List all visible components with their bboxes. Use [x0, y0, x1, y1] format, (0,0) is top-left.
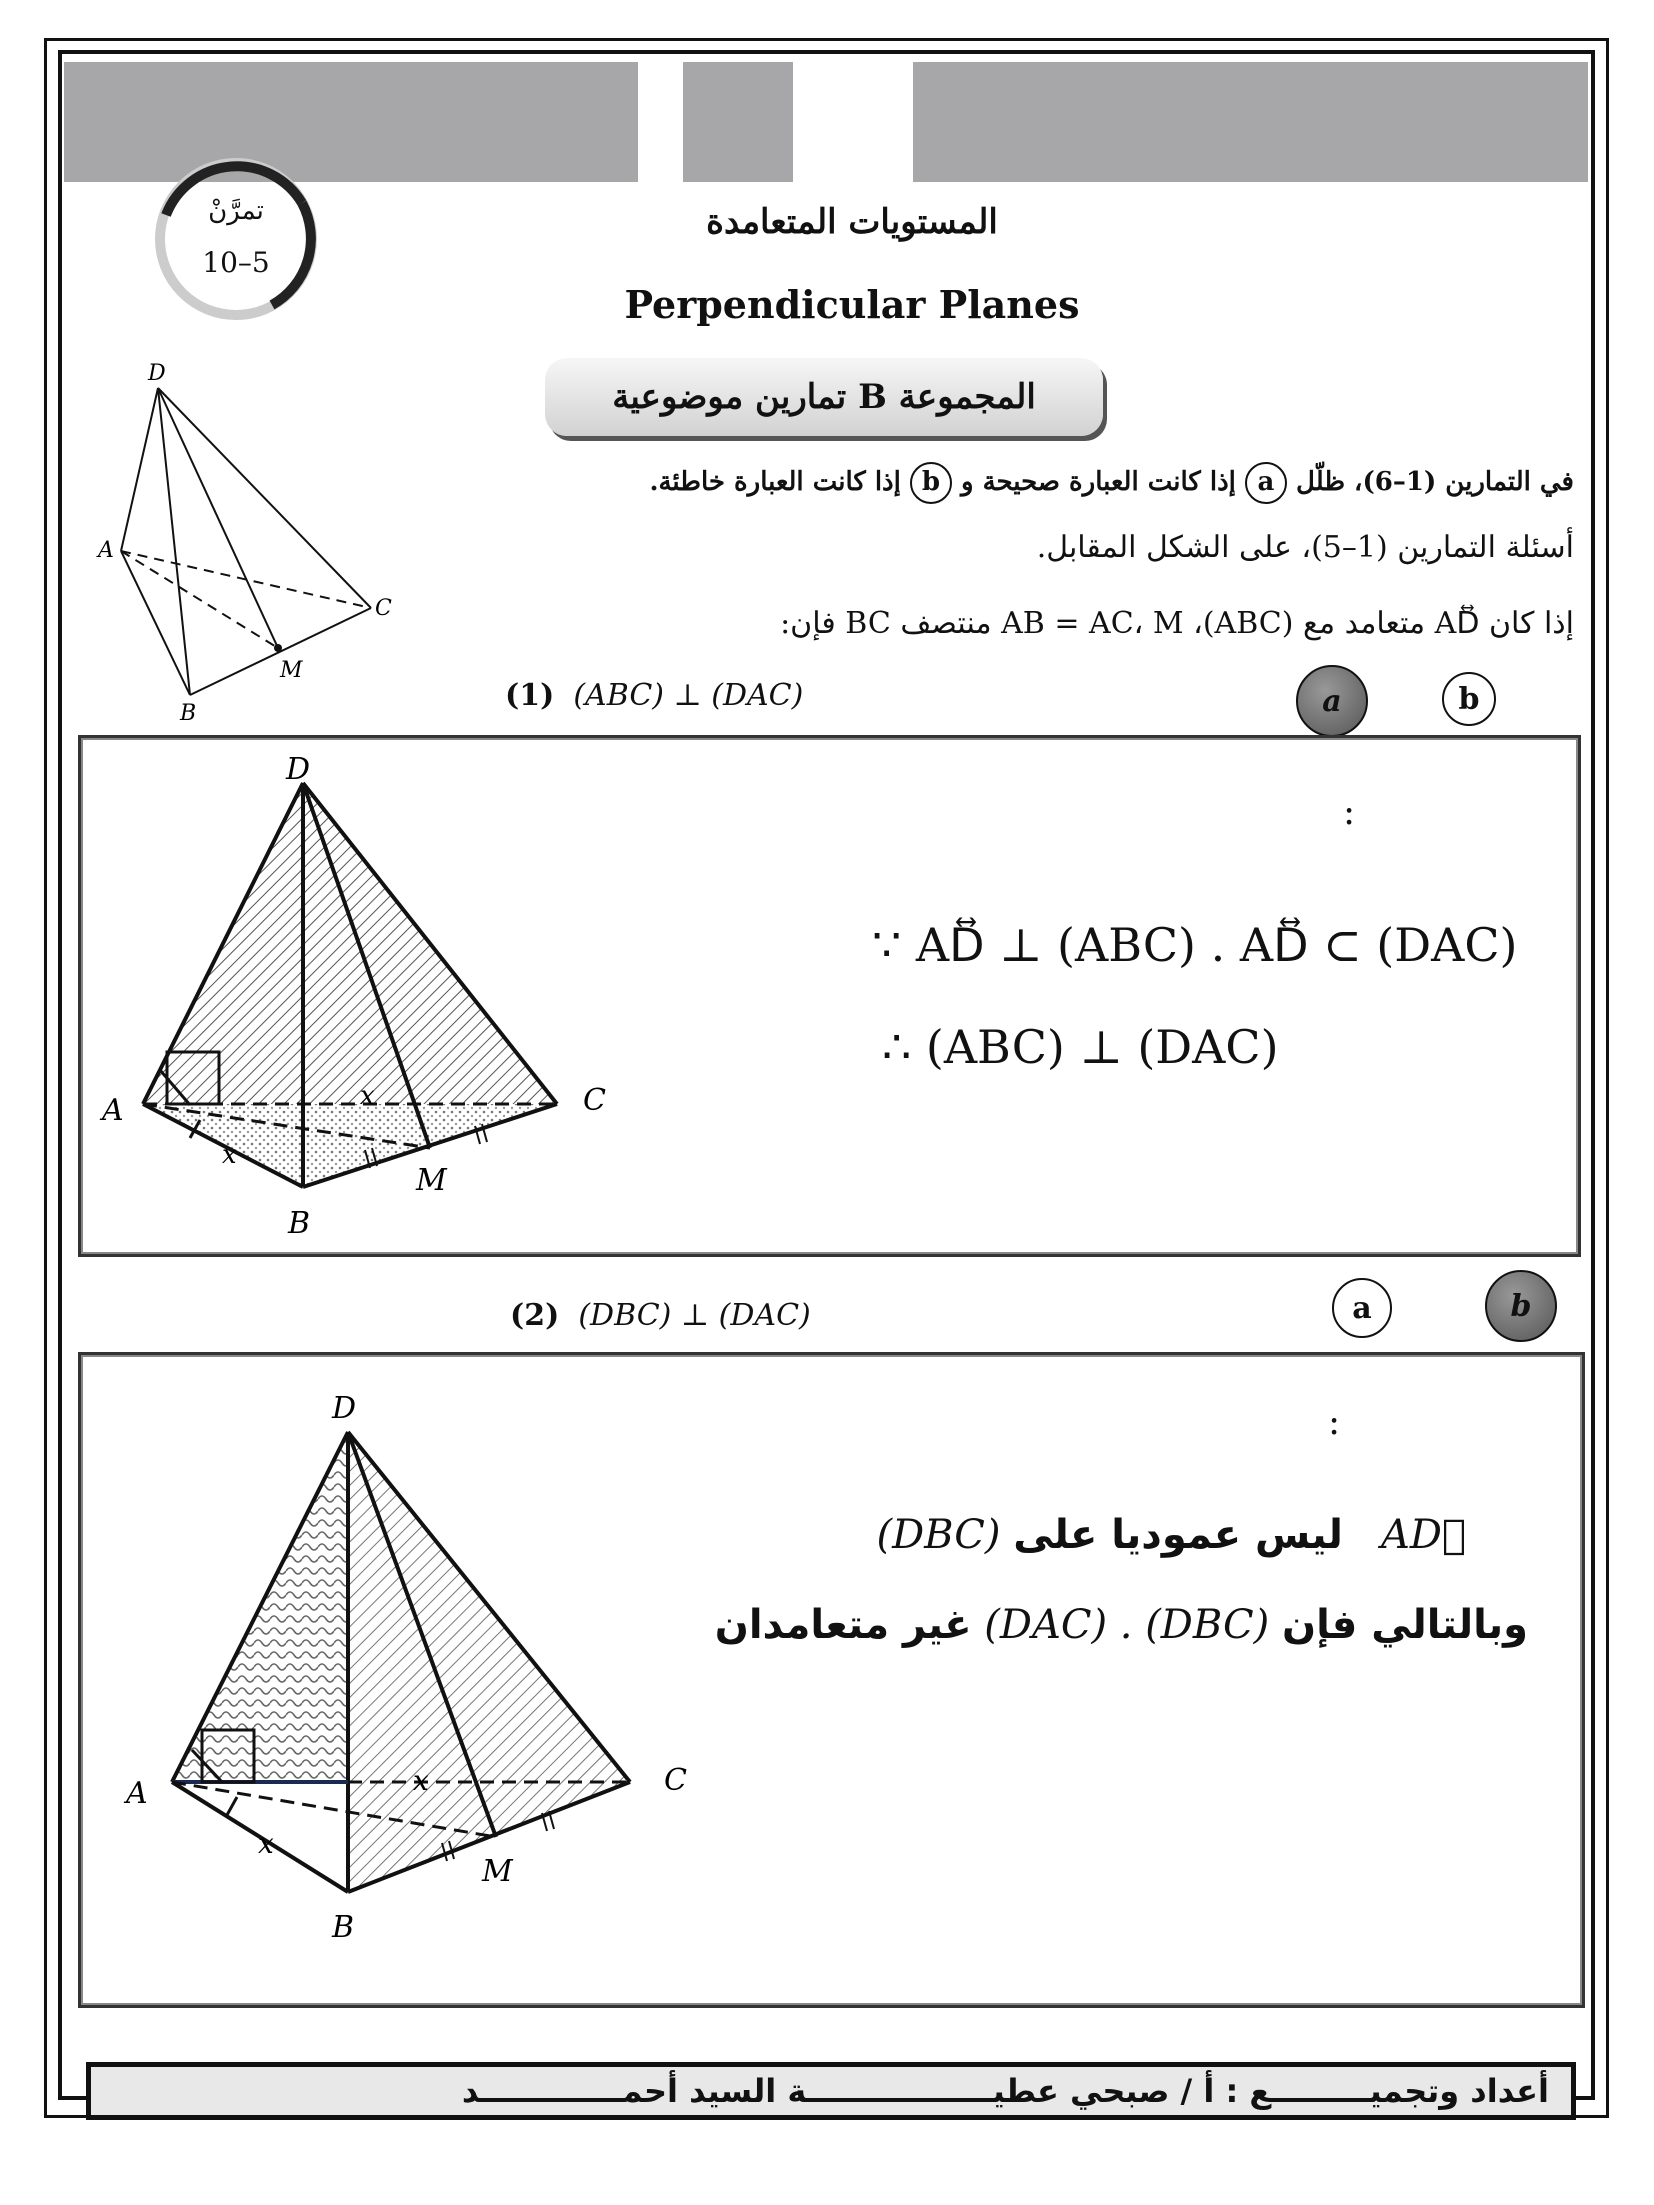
fig2-label-M: M: [482, 1854, 513, 1889]
fig2-label-A: A: [126, 1776, 148, 1811]
answer-2-line-1: [876, 1512, 1466, 1558]
question-2-number: (2): [510, 1298, 560, 1333]
question-2: [510, 1298, 811, 1333]
header-bar-left: [64, 62, 638, 182]
header-bar-middle: [683, 62, 793, 182]
footer-credit: أعداد وتجميـــــــــع : أ / صبحي عطيـــــــــــــــــة السيد أحمـــــــــــــد: [86, 2062, 1576, 2120]
answer-1-colon: :: [1343, 792, 1356, 833]
instruction-line-1: [649, 462, 1574, 504]
question-1-statement: (ABC) ⊥ (DAC): [573, 678, 804, 713]
instruction-part-1: في التمارين (1–6)، ظلّل: [1296, 467, 1574, 497]
answer-2-math-1: (DBC): [876, 1512, 1001, 1558]
answer-2-math-2: (DAC) . (DBC): [984, 1602, 1270, 1648]
question-1-figure: [90, 750, 650, 1250]
answer-2-text-3: غير متعامدان: [714, 1602, 972, 1648]
fig1-label-x2: x: [222, 1140, 237, 1170]
question-2-statement: (DBC) ⊥ (DAC): [578, 1298, 811, 1333]
header-bar-right: [913, 62, 1588, 182]
answer-2-text-2: وبالتالي فإن: [1281, 1602, 1528, 1648]
question-2-option-b[interactable]: b: [1485, 1270, 1557, 1342]
fig1-label-C: C: [583, 1083, 606, 1118]
badge-word: تمرَّنْ: [208, 196, 264, 226]
small-fig-label-C: C: [375, 596, 392, 621]
small-fig-label-M: M: [280, 658, 303, 683]
question-1: [505, 678, 803, 713]
answer-2-vector: AD⃡: [1381, 1512, 1466, 1558]
fig2-label-x2: x: [258, 1827, 274, 1860]
answer-1-line-2: ∴ (ABC) ⊥ (DAC): [882, 1020, 1279, 1074]
question-2-figure: [110, 1385, 710, 1945]
instruction-part-2: إذا كانت العبارة صحيحة و: [960, 467, 1236, 497]
fig1-label-D: D: [286, 752, 311, 787]
small-fig-label-A: A: [98, 538, 114, 563]
fig2-label-D: D: [332, 1391, 357, 1426]
answer-2-text-1: ليس عموديا على: [1013, 1512, 1343, 1558]
question-1-option-a[interactable]: a: [1296, 665, 1368, 737]
fig1-label-x1: x: [360, 1081, 375, 1111]
fig2-label-x1: x: [413, 1764, 429, 1797]
question-1-option-b[interactable]: b: [1442, 672, 1496, 726]
fig1-label-B: B: [288, 1206, 311, 1241]
small-pyramid-figure: [90, 355, 410, 725]
fig1-label-A: A: [102, 1093, 124, 1128]
page-title-arabic: المستويات المتعامدة: [706, 202, 998, 242]
fig2-label-B: B: [332, 1910, 355, 1945]
option-b-symbol: b: [910, 462, 952, 504]
small-fig-label-D: D: [148, 361, 166, 386]
answer-2-line-2: [715, 1602, 1528, 1648]
option-a-symbol: a: [1245, 462, 1287, 504]
question-2-option-a[interactable]: a: [1332, 1278, 1392, 1338]
instruction-line-3: إذا كان AD⃡ متعامد مع (ABC)، AB = AC، M منتصف BC فإن:: [780, 606, 1574, 641]
answer-2-colon: :: [1328, 1402, 1341, 1443]
instruction-part-3: إذا كانت العبارة خاطئة.: [649, 467, 901, 497]
group-label: المجموعة B تمارين موضوعية: [545, 358, 1103, 436]
answer-1-line-1: ∵ AD⃡ ⊥ (ABC) . AD⃡ ⊂ (DAC): [872, 918, 1518, 972]
small-fig-label-B: B: [180, 701, 197, 726]
fig1-label-M: M: [416, 1163, 447, 1198]
page-title-english: Perpendicular Planes: [624, 282, 1080, 327]
question-1-number: (1): [505, 678, 555, 713]
instruction-line-2: أسئلة التمارين (1–5)، على الشكل المقابل.: [1036, 530, 1574, 565]
badge-number: 10–5: [202, 246, 270, 279]
fig2-label-C: C: [664, 1763, 687, 1798]
